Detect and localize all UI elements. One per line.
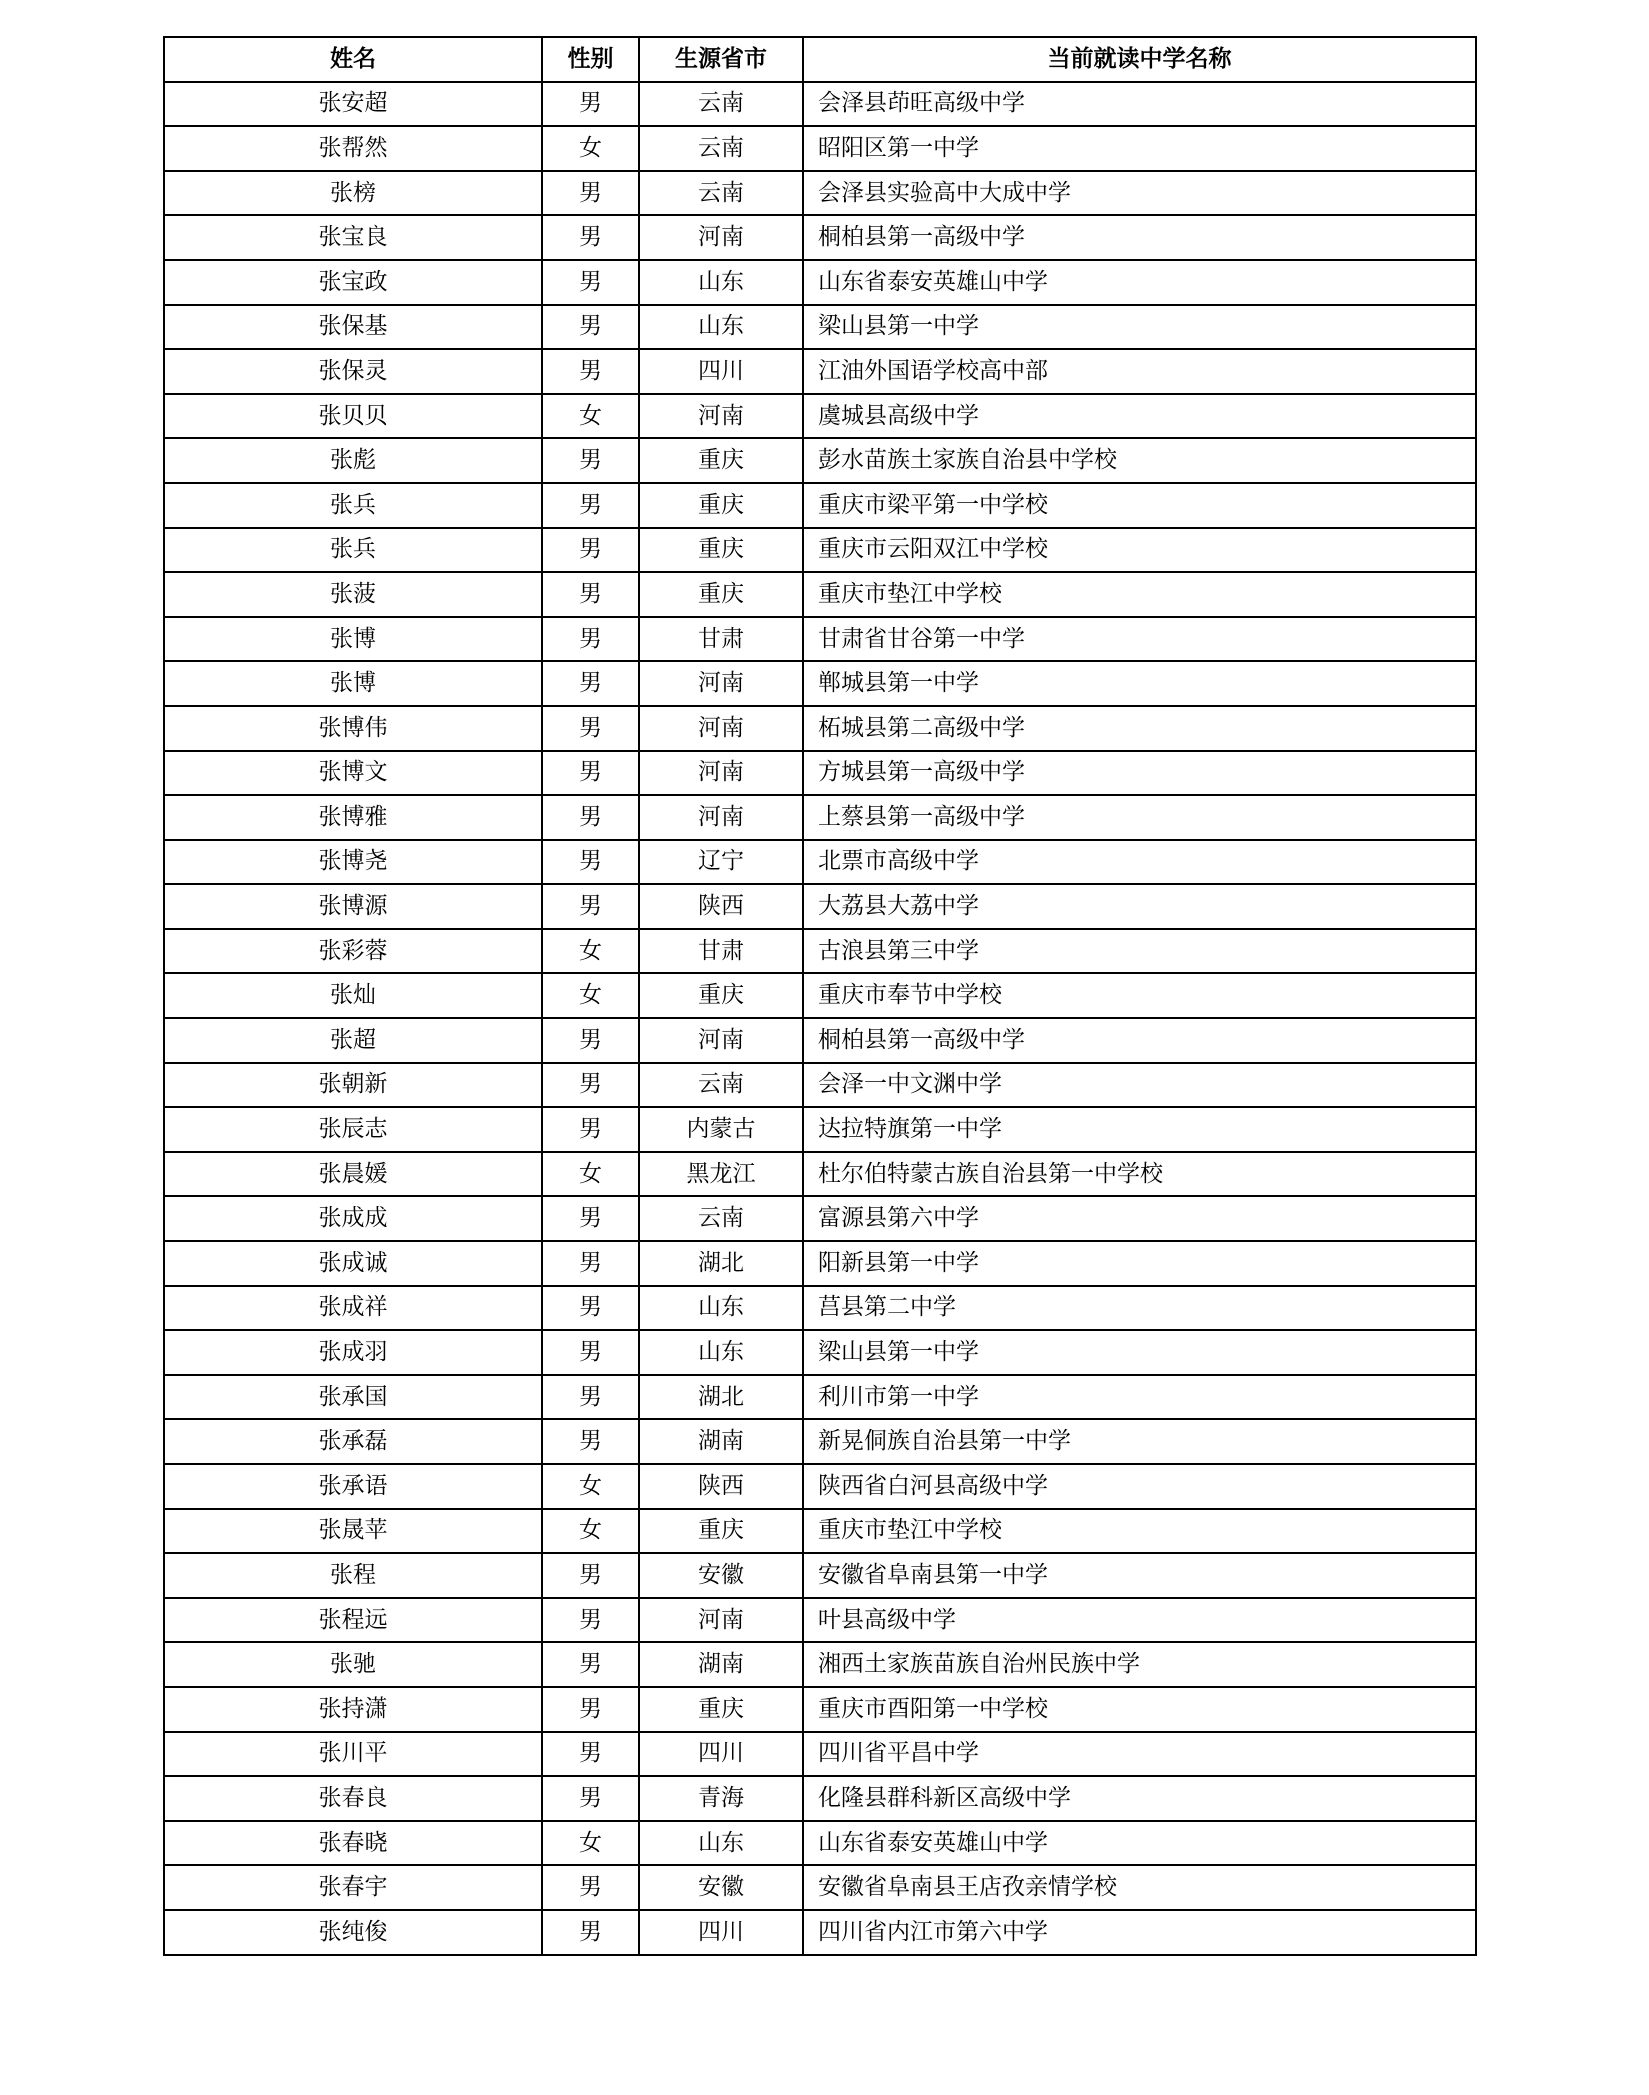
table-row xyxy=(164,973,1476,1018)
cell-name: 张兵 xyxy=(164,528,542,573)
table-row xyxy=(164,795,1476,840)
cell-name: 张安超 xyxy=(164,82,542,127)
student-roster-table xyxy=(163,36,1477,1956)
cell-name: 张朝新 xyxy=(164,1063,542,1108)
cell-gender: 男 xyxy=(542,1286,639,1331)
cell-name: 张成祥 xyxy=(164,1286,542,1331)
cell-school: 彭水苗族土家族自治县中学校 xyxy=(803,438,1476,483)
table-row xyxy=(164,1910,1476,1955)
cell-name: 张菠 xyxy=(164,572,542,617)
cell-school: 湘西土家族苗族自治州民族中学 xyxy=(803,1642,1476,1687)
cell-gender: 男 xyxy=(542,528,639,573)
cell-name: 张持潇 xyxy=(164,1687,542,1732)
cell-school: 利川市第一中学 xyxy=(803,1375,1476,1420)
cell-name: 张成成 xyxy=(164,1196,542,1241)
cell-name: 张承磊 xyxy=(164,1419,542,1464)
table-row xyxy=(164,1642,1476,1687)
cell-province: 安徽 xyxy=(639,1553,803,1598)
cell-gender: 男 xyxy=(542,215,639,260)
cell-name: 张兵 xyxy=(164,483,542,528)
cell-gender: 男 xyxy=(542,1776,639,1821)
cell-province: 四川 xyxy=(639,1732,803,1777)
cell-name: 张彩蓉 xyxy=(164,929,542,974)
cell-province: 黑龙江 xyxy=(639,1152,803,1197)
cell-province: 湖南 xyxy=(639,1642,803,1687)
table-row xyxy=(164,1330,1476,1375)
cell-province: 重庆 xyxy=(639,973,803,1018)
cell-school: 杜尔伯特蒙古族自治县第一中学校 xyxy=(803,1152,1476,1197)
table-row xyxy=(164,215,1476,260)
table-row xyxy=(164,1598,1476,1643)
cell-province: 内蒙古 xyxy=(639,1107,803,1152)
cell-school: 四川省平昌中学 xyxy=(803,1732,1476,1777)
table-row xyxy=(164,528,1476,573)
cell-name: 张保基 xyxy=(164,305,542,350)
cell-school: 梁山县第一中学 xyxy=(803,305,1476,350)
cell-name: 张晨媛 xyxy=(164,1152,542,1197)
cell-school: 虞城县高级中学 xyxy=(803,394,1476,439)
cell-province: 甘肃 xyxy=(639,617,803,662)
cell-school: 柘城县第二高级中学 xyxy=(803,706,1476,751)
header-gender: 性别 xyxy=(542,37,639,82)
cell-name: 张纯俊 xyxy=(164,1910,542,1955)
cell-gender: 男 xyxy=(542,1018,639,1063)
cell-province: 四川 xyxy=(639,349,803,394)
table-row xyxy=(164,349,1476,394)
cell-school: 新晃侗族自治县第一中学 xyxy=(803,1419,1476,1464)
table-row xyxy=(164,1241,1476,1286)
cell-province: 河南 xyxy=(639,215,803,260)
table-row xyxy=(164,1509,1476,1554)
cell-gender: 男 xyxy=(542,438,639,483)
cell-gender: 男 xyxy=(542,260,639,305)
cell-name: 张贝贝 xyxy=(164,394,542,439)
table-row xyxy=(164,1821,1476,1866)
table-row xyxy=(164,1018,1476,1063)
cell-name: 张宝政 xyxy=(164,260,542,305)
cell-gender: 男 xyxy=(542,1732,639,1777)
cell-school: 昭阳区第一中学 xyxy=(803,126,1476,171)
header-row xyxy=(164,37,1476,82)
cell-school: 山东省泰安英雄山中学 xyxy=(803,260,1476,305)
cell-province: 安徽 xyxy=(639,1865,803,1910)
cell-province: 山东 xyxy=(639,1286,803,1331)
table-row xyxy=(164,884,1476,929)
cell-province: 辽宁 xyxy=(639,840,803,885)
cell-province: 重庆 xyxy=(639,528,803,573)
cell-school: 会泽县茚旺高级中学 xyxy=(803,82,1476,127)
cell-name: 张彪 xyxy=(164,438,542,483)
cell-name: 张春良 xyxy=(164,1776,542,1821)
cell-school: 江油外国语学校高中部 xyxy=(803,349,1476,394)
cell-school: 桐柏县第一高级中学 xyxy=(803,215,1476,260)
document-page xyxy=(163,36,1477,1956)
cell-province: 河南 xyxy=(639,751,803,796)
cell-province: 云南 xyxy=(639,1063,803,1108)
cell-province: 河南 xyxy=(639,795,803,840)
cell-name: 张博 xyxy=(164,617,542,662)
table-row xyxy=(164,617,1476,662)
cell-name: 张宝良 xyxy=(164,215,542,260)
table-row xyxy=(164,1776,1476,1821)
cell-gender: 男 xyxy=(542,1196,639,1241)
cell-school: 重庆市梁平第一中学校 xyxy=(803,483,1476,528)
cell-province: 河南 xyxy=(639,1598,803,1643)
cell-gender: 女 xyxy=(542,1509,639,1554)
cell-name: 张博文 xyxy=(164,751,542,796)
cell-province: 陕西 xyxy=(639,1464,803,1509)
cell-gender: 女 xyxy=(542,929,639,974)
cell-school: 大荔县大荔中学 xyxy=(803,884,1476,929)
cell-name: 张辰志 xyxy=(164,1107,542,1152)
cell-name: 张博尧 xyxy=(164,840,542,885)
cell-school: 阳新县第一中学 xyxy=(803,1241,1476,1286)
cell-school: 莒县第二中学 xyxy=(803,1286,1476,1331)
cell-school: 叶县高级中学 xyxy=(803,1598,1476,1643)
cell-province: 山东 xyxy=(639,305,803,350)
cell-province: 重庆 xyxy=(639,572,803,617)
cell-gender: 女 xyxy=(542,394,639,439)
cell-province: 云南 xyxy=(639,1196,803,1241)
cell-gender: 男 xyxy=(542,751,639,796)
cell-school: 富源县第六中学 xyxy=(803,1196,1476,1241)
cell-gender: 男 xyxy=(542,483,639,528)
cell-gender: 男 xyxy=(542,1107,639,1152)
cell-province: 山东 xyxy=(639,260,803,305)
cell-name: 张承语 xyxy=(164,1464,542,1509)
cell-province: 重庆 xyxy=(639,1509,803,1554)
cell-gender: 男 xyxy=(542,1330,639,1375)
cell-province: 四川 xyxy=(639,1910,803,1955)
cell-name: 张帮然 xyxy=(164,126,542,171)
cell-school: 桐柏县第一高级中学 xyxy=(803,1018,1476,1063)
cell-gender: 男 xyxy=(542,1241,639,1286)
table-row xyxy=(164,1152,1476,1197)
cell-province: 重庆 xyxy=(639,1687,803,1732)
table-row xyxy=(164,1865,1476,1910)
cell-school: 上蔡县第一高级中学 xyxy=(803,795,1476,840)
cell-province: 湖南 xyxy=(639,1419,803,1464)
cell-school: 四川省内江市第六中学 xyxy=(803,1910,1476,1955)
cell-school: 梁山县第一中学 xyxy=(803,1330,1476,1375)
cell-gender: 男 xyxy=(542,661,639,706)
table-row xyxy=(164,394,1476,439)
cell-province: 陕西 xyxy=(639,884,803,929)
cell-name: 张春宇 xyxy=(164,1865,542,1910)
cell-school: 会泽县实验高中大成中学 xyxy=(803,171,1476,216)
cell-province: 河南 xyxy=(639,394,803,439)
cell-school: 达拉特旗第一中学 xyxy=(803,1107,1476,1152)
cell-name: 张榜 xyxy=(164,171,542,216)
cell-name: 张博 xyxy=(164,661,542,706)
cell-name: 张博源 xyxy=(164,884,542,929)
cell-province: 河南 xyxy=(639,1018,803,1063)
table-row xyxy=(164,1286,1476,1331)
cell-gender: 男 xyxy=(542,617,639,662)
cell-name: 张驰 xyxy=(164,1642,542,1687)
table-row xyxy=(164,1464,1476,1509)
cell-gender: 男 xyxy=(542,349,639,394)
cell-gender: 男 xyxy=(542,840,639,885)
cell-gender: 男 xyxy=(542,1687,639,1732)
cell-school: 重庆市酉阳第一中学校 xyxy=(803,1687,1476,1732)
cell-school: 甘肃省甘谷第一中学 xyxy=(803,617,1476,662)
cell-school: 化隆县群科新区高级中学 xyxy=(803,1776,1476,1821)
cell-school: 方城县第一高级中学 xyxy=(803,751,1476,796)
table-row xyxy=(164,82,1476,127)
cell-name: 张超 xyxy=(164,1018,542,1063)
cell-name: 张川平 xyxy=(164,1732,542,1777)
cell-gender: 男 xyxy=(542,1642,639,1687)
cell-gender: 男 xyxy=(542,1063,639,1108)
cell-gender: 男 xyxy=(542,305,639,350)
cell-school: 重庆市垫江中学校 xyxy=(803,572,1476,617)
cell-province: 云南 xyxy=(639,82,803,127)
cell-school: 北票市高级中学 xyxy=(803,840,1476,885)
cell-province: 重庆 xyxy=(639,483,803,528)
table-row xyxy=(164,1063,1476,1108)
cell-province: 山东 xyxy=(639,1330,803,1375)
cell-name: 张晟苹 xyxy=(164,1509,542,1554)
cell-gender: 男 xyxy=(542,82,639,127)
cell-school: 陕西省白河县高级中学 xyxy=(803,1464,1476,1509)
cell-gender: 男 xyxy=(542,1419,639,1464)
cell-name: 张承国 xyxy=(164,1375,542,1420)
table-row xyxy=(164,305,1476,350)
table-row xyxy=(164,1375,1476,1420)
cell-name: 张博雅 xyxy=(164,795,542,840)
cell-gender: 男 xyxy=(542,572,639,617)
table-row xyxy=(164,751,1476,796)
cell-school: 安徽省阜南县第一中学 xyxy=(803,1553,1476,1598)
table-row xyxy=(164,483,1476,528)
cell-gender: 男 xyxy=(542,171,639,216)
table-row xyxy=(164,1732,1476,1777)
cell-gender: 男 xyxy=(542,1865,639,1910)
header-province: 生源省市 xyxy=(639,37,803,82)
cell-school: 重庆市奉节中学校 xyxy=(803,973,1476,1018)
cell-gender: 男 xyxy=(542,884,639,929)
cell-gender: 女 xyxy=(542,1464,639,1509)
table-row xyxy=(164,1553,1476,1598)
cell-school: 安徽省阜南县王店孜亲情学校 xyxy=(803,1865,1476,1910)
cell-gender: 男 xyxy=(542,795,639,840)
cell-name: 张保灵 xyxy=(164,349,542,394)
cell-province: 湖北 xyxy=(639,1375,803,1420)
cell-gender: 女 xyxy=(542,1821,639,1866)
cell-gender: 女 xyxy=(542,126,639,171)
cell-name: 张程远 xyxy=(164,1598,542,1643)
table-row xyxy=(164,706,1476,751)
table-row xyxy=(164,572,1476,617)
cell-gender: 男 xyxy=(542,1598,639,1643)
cell-gender: 女 xyxy=(542,973,639,1018)
cell-gender: 男 xyxy=(542,706,639,751)
table-row xyxy=(164,1196,1476,1241)
table-row xyxy=(164,1687,1476,1732)
cell-name: 张成羽 xyxy=(164,1330,542,1375)
cell-province: 河南 xyxy=(639,661,803,706)
table-row xyxy=(164,438,1476,483)
header-school: 当前就读中学名称 xyxy=(803,37,1476,82)
cell-school: 重庆市云阳双江中学校 xyxy=(803,528,1476,573)
table-row xyxy=(164,126,1476,171)
cell-name: 张春晓 xyxy=(164,1821,542,1866)
cell-province: 山东 xyxy=(639,1821,803,1866)
table-row xyxy=(164,840,1476,885)
cell-gender: 男 xyxy=(542,1910,639,1955)
cell-gender: 男 xyxy=(542,1553,639,1598)
cell-name: 张灿 xyxy=(164,973,542,1018)
cell-name: 张程 xyxy=(164,1553,542,1598)
cell-name: 张成诚 xyxy=(164,1241,542,1286)
cell-province: 湖北 xyxy=(639,1241,803,1286)
header-name: 姓名 xyxy=(164,37,542,82)
cell-province: 云南 xyxy=(639,171,803,216)
table-row xyxy=(164,260,1476,305)
table-row xyxy=(164,929,1476,974)
table-body xyxy=(164,82,1476,1955)
cell-school: 重庆市垫江中学校 xyxy=(803,1509,1476,1554)
cell-province: 青海 xyxy=(639,1776,803,1821)
cell-school: 古浪县第三中学 xyxy=(803,929,1476,974)
cell-province: 重庆 xyxy=(639,438,803,483)
cell-school: 会泽一中文渊中学 xyxy=(803,1063,1476,1108)
table-row xyxy=(164,171,1476,216)
cell-name: 张博伟 xyxy=(164,706,542,751)
cell-school: 山东省泰安英雄山中学 xyxy=(803,1821,1476,1866)
cell-school: 郸城县第一中学 xyxy=(803,661,1476,706)
cell-gender: 男 xyxy=(542,1375,639,1420)
table-row xyxy=(164,1419,1476,1464)
table-row xyxy=(164,1107,1476,1152)
cell-province: 云南 xyxy=(639,126,803,171)
cell-province: 河南 xyxy=(639,706,803,751)
cell-province: 甘肃 xyxy=(639,929,803,974)
table-row xyxy=(164,661,1476,706)
cell-gender: 女 xyxy=(542,1152,639,1197)
